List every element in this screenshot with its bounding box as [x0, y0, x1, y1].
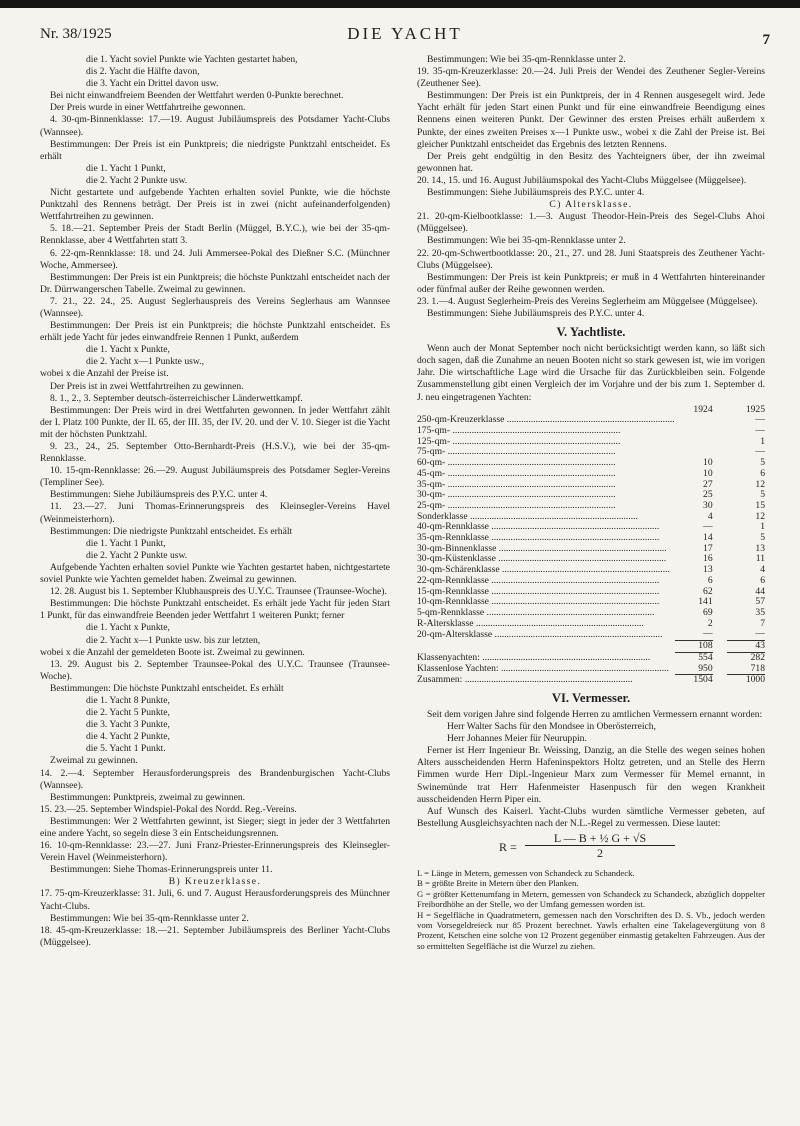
table-row — [417, 426, 765, 437]
text-line: 20. 14., 15. und 16. August Jubiläumspokal des Yacht-Clubs Müggelsee (Müggelsee). — [417, 174, 747, 186]
text-line: 6. 22-qm-Rennklasse: 18. und 24. Juli Ammersee-Pokal des Dießner S.C. (Münchner Woche, Ammersee). — [40, 247, 390, 271]
yacht-class-label: 30-qm-Binnenklasse — [417, 543, 497, 554]
value-1924 — [675, 415, 713, 426]
yacht-class-label: 75-qm- — [417, 447, 446, 458]
yacht-list-table — [417, 405, 765, 686]
text-line: 9. 23., 24., 25. September Otto-Bernhardt-Preis (H.S.V.), wie bei der 35-qm-Rennklasse. — [40, 441, 390, 465]
text-line: 7. 21., 22. 24., 25. August Seglerhauspreis des Vereins Seglerhaus am Wannsee (Wannsee). — [40, 295, 390, 319]
value-1925: 6 — [760, 574, 765, 586]
value-1924: 141 — [698, 596, 713, 608]
yacht-class-label: 30-qm-Schärenklasse — [417, 565, 500, 576]
dot-leader: ...................................................................... — [445, 447, 616, 458]
vermesser-name-2: Herr Johannes Meier für Neuruppin. — [447, 733, 587, 745]
text-line: die 1. Yacht 1 Punkt, — [86, 162, 166, 174]
table-row — [417, 652, 765, 663]
value-1925: 12 — [755, 478, 765, 490]
dot-leader: ...................................................................... — [450, 426, 621, 437]
yacht-class-label: 10-qm-Rennklasse — [417, 597, 489, 608]
table-row — [417, 469, 765, 480]
value-1924: — — [675, 629, 713, 640]
dot-leader: ...................................................................... — [488, 533, 660, 544]
value-1925: — — [755, 414, 765, 426]
text-line: 12. 28. August bis 1. September Klubhauspreis des U.Y.C. Traunsee (Traunsee-Woche). — [50, 586, 387, 598]
value-1924: 17 — [703, 542, 713, 554]
text-line: die 2. Yacht x—1 Punkte usw., — [86, 356, 204, 368]
yacht-class-label: 30-qm-Küstenklasse — [417, 554, 496, 565]
value-1925: 5 — [760, 532, 765, 544]
value-1924: 25 — [703, 489, 713, 501]
text-line: 13. 29. August bis 2. September Traunsee-Pokal des U.Y.C. Traunsee (Traunsee-Woche). — [40, 658, 390, 682]
left-column — [40, 54, 390, 949]
text-line: Der Preis geht endgültig in den Besitz des Yachteigners über, der ihn zweimal gewonnen hat. — [417, 150, 765, 174]
yacht-class-label: R-Altersklasse — [417, 618, 474, 629]
dot-leader: ...................................................................... — [484, 607, 655, 618]
text-line: Bestimmungen: Wie bei 35-qm-Rennklasse unter 2. — [427, 235, 626, 247]
nl-rule-formula — [417, 832, 765, 866]
value-1925: 44 — [755, 585, 765, 597]
value-1925: 15 — [755, 499, 765, 511]
text-line: 15. 23.—25. September Windspiel-Pokal des Nordd. Reg.-Vereins. — [40, 803, 297, 815]
value-1925: 7 — [760, 617, 765, 629]
text-line: 23. 1.—4. August Seglerheim-Preis des Vereins Seglerheim am Müggelsee (Müggelsee). — [417, 295, 758, 307]
text-line: Bestimmungen: Wie bei 35-qm-Rennklasse unter 2. — [427, 54, 626, 65]
value-1925: 718 — [727, 664, 765, 675]
yacht-class-label: 45-qm- — [417, 468, 446, 479]
dot-leader: ...................................................................... — [462, 674, 633, 685]
yacht-class-label: 175-qm- — [417, 426, 451, 437]
table-row — [417, 437, 765, 448]
text-line: Bestimmungen: Die höchste Punktzahl entscheidet. Es erhält — [50, 682, 284, 694]
value-1924: 16 — [703, 553, 713, 565]
text-line: die 1. Yacht 1 Punkt, — [86, 537, 166, 549]
issue-number: Nr. 38/1925 — [40, 26, 112, 42]
text-line: Der Preis ist in zwei Wettfahrtreihen zu gewinnen. — [50, 380, 244, 392]
scan-top-border — [0, 0, 800, 8]
yacht-class-label: 35-qm- — [417, 479, 446, 490]
text-line: 17. 75-qm-Kreuzerklasse: 31. Juli, 6. und 7. August Herausforderungspreis des Münchner Yacht-Clubs. — [40, 888, 390, 912]
value-1925: — — [755, 446, 765, 458]
yacht-class-label: 125-qm- — [417, 436, 451, 447]
text-line: Der Preis wurde in einer Wettfahrtreihe gewonnen. — [50, 102, 246, 114]
text-line: die 2. Yacht 2 Punkte usw. — [86, 174, 188, 186]
dot-leader: ...................................................................... — [498, 663, 669, 674]
yachtliste-intro: Wenn auch der Monat September noch nicht berücksichtigt werden kann, so läßt sich doch sagen, daß die Zunahme an neuen Booten nicht so stark gewesen ist, wie im vorigen Jahr. Die wirtschaftliche Lage wird die Ursache für das Zurückbleiben sein. Folgende Zusammenstellung gibt einen Vergleich der im Vorjahre und der bis zum 1. September d. J. neu eingetragenen Yachten: — [417, 343, 765, 403]
dot-leader: ...................................................................... — [495, 554, 667, 565]
text-line: Bestimmungen: Der Preis ist ein Punktpreis; die höchste Punktzahl entscheidet nach der Dr. Dürrwangerschen Tabelle. Zweimal zu gewinnen. — [40, 271, 390, 295]
dot-leader: ...................................................................... — [445, 468, 616, 479]
value-1924: 62 — [703, 585, 713, 597]
formula-lhs: R = — [499, 839, 517, 854]
text-line: die 1. Yacht x Punkte, — [86, 622, 170, 634]
vermesser-paragraph-1: Seit dem vorigen Jahre sind folgende Herren zu amtlichen Vermessern ernannt worden: — [427, 709, 763, 720]
table-row — [417, 675, 765, 686]
dot-leader: ...................................................................... — [473, 618, 644, 629]
text-line: Bestimmungen: Der Preis ist ein Punktpreis; die niedrigste Punktzahl entscheidet. Es erhält — [40, 138, 390, 162]
yachtliste-heading: V. Yachtliste. — [556, 325, 626, 340]
value-1924: 13 — [703, 564, 713, 576]
text-line: 22. 20-qm-Schwertbootklasse: 20., 21., 27. und 28. Juni Staatspreis des Zeuthener Yacht-Clubs (Müggelsee). — [417, 247, 765, 271]
text-line: wobei x die Anzahl der gemeldeten Boote ist. Zweimal zu gewinnen. — [40, 646, 305, 658]
yacht-class-label: 20-qm-Altersklasse — [417, 629, 493, 640]
value-1925: 11 — [755, 553, 765, 565]
text-line: 5. 18.—21. September Preis der Stadt Berlin (Müggel, B.Y.C.), wie bei der 35-qm-Rennklasse, aber 4 Wettfahrten statt 3. — [40, 223, 390, 247]
value-1924: 554 — [698, 651, 713, 663]
table-row — [417, 576, 765, 587]
text-line: die 1. Yacht soviel Punkte wie Yachten gestartet haben, — [86, 54, 298, 65]
text-line: Bestimmungen: Wie bei 35-qm-Rennklasse unter 2. — [50, 912, 249, 924]
text-line: Bestimmungen: Der Preis wird in drei Wettfahrten gewonnen. In jeder Wettfahrt zählt der I. Platz 100 Punkte, der II. 65, der III. 35, der IV. 20. und der V. 10. Sieger ist die Yacht mit der höchsten Punktzahl. — [40, 404, 390, 440]
value-1924: — — [703, 521, 713, 533]
yacht-class-label: 40-qm-Rennklasse — [417, 522, 489, 533]
vermesser-paragraph-2: Ferner ist Herr Ingenieur Br. Weissing, Danzig, an die Stelle des wegen seines hohen Alters ausscheidenden Herrn Hafeninspektors Holtz getreten, und an Stelle des Herrn Fimmen wurde Herr Dipl.-Ingenieur Marx zum Vermesser für Memel ernannt, in Swinemünde trat Herr Hafenmeister Hasenpusch für den wegen Krankheit ausscheidenden Herrn Piper ein. — [417, 745, 765, 805]
text-line: 19. 35-qm-Kreuzerklasse: 20.—24. Juli Preis der Wendei des Zeuthener Segler-Vereins (Zeuthener See). — [417, 66, 765, 90]
value-1924: 30 — [703, 499, 713, 511]
value-1925: — — [755, 425, 765, 437]
text-line: 8. 1., 2., 3. September deutsch-österreichischer Länderwettkampf. — [50, 392, 303, 404]
text-line: wobei x die Anzahl der Preise ist. — [40, 368, 169, 380]
yacht-class-label: 60-qm- — [417, 458, 446, 469]
yacht-class-label: 30-qm- — [417, 490, 446, 501]
value-1924: 10 — [703, 457, 713, 469]
regatta-prizes-continued — [417, 54, 765, 320]
dot-leader: ...................................................................... — [496, 543, 667, 554]
value-1924: 14 — [703, 532, 713, 544]
yacht-class-label: 22-qm-Rennklasse — [417, 575, 489, 586]
page-number: 7 — [762, 32, 770, 48]
dot-leader: ...................................................................... — [445, 500, 616, 511]
text-line: 10. 15-qm-Rennklasse: 26.—29. August Jubiläumspreis des Potsdamer Segler-Vereins (Templiner See). — [40, 465, 390, 489]
value-1925: 13 — [755, 542, 765, 554]
text-line: Bestimmungen: Wer 2 Wettfahrten gewinnt, ist Sieger; siegt in jeder der 3 Wettfahrten eine andere Yacht, so segeln diese 3 ein Entscheidungsrennen. — [40, 815, 390, 839]
value-1925: 5 — [760, 489, 765, 501]
text-line: die 3. Yacht 3 Punkte, — [86, 719, 170, 731]
yacht-class-label: 35-qm-Rennklasse — [417, 533, 489, 544]
dot-leader: ...................................................................... — [450, 436, 621, 447]
text-line: die 3. Yacht ein Drittel davon usw. — [86, 78, 219, 90]
value-1924: 4 — [707, 510, 713, 522]
text-line: die 1. Yacht 8 Punkte, — [86, 694, 170, 706]
text-line: Bestimmungen: Siehe Jubiläumspreis des P.Y.C. unter 4. — [427, 187, 645, 199]
vermesser-heading: VI. Vermesser. — [551, 690, 631, 705]
text-line: Bestimmungen: Der Preis ist ein Punktpreis, der in 4 Rennen ausgesegelt wird. Jede Yacht erhält für jeden Start einen Punkt und für eine einwandfreie Beendigung eines Rennens einen weiteren Punkt. Der Gewinner des ersten Preises erhält außerdem x Punkte, der eines zweiten Preises x—1 Punkte usw., wobei x die Zahl der Preise ist. Bei gleicher Punktzahl entscheidet das Ergebnis des letzten Rennens. — [417, 90, 765, 150]
value-1924: 69 — [703, 606, 713, 618]
text-line: Bestimmungen: Punktpreis, zweimal zu gewinnen. — [50, 791, 246, 803]
text-line: Bestimmungen: Die höchste Punktzahl entscheidet. Es erhält jede Yacht für jeden Start 1 Punkt, für das einwandfreie Beenden jeder Wettfahrt 1 weiteren Punkt; ferner — [40, 598, 390, 622]
page-header — [40, 24, 770, 48]
yacht-class-label: Zusammen: — [417, 674, 463, 685]
yacht-class-label: 5-qm-Rennklasse — [417, 607, 485, 618]
right-column — [417, 54, 765, 951]
text-line: 18. 45-qm-Kreuzerklasse: 18.—21. September Jubiläumspreis des Berliner Yacht-Clubs (Müggelsee). — [40, 924, 390, 948]
dot-leader: ...................................................................... — [488, 575, 660, 586]
text-line: Bestimmungen: Siehe Jubiläumspreis des P.Y.C. unter 4. — [427, 307, 645, 319]
value-1925: 1 — [760, 521, 765, 533]
text-line: 16. 10-qm-Rennklasse: 23.—27. Juni Franz-Priester-Erinnerungspreis des Kleinsegler-Verein Havel (Weinmeisterhorn). — [40, 840, 390, 864]
dot-leader: ...................................................................... — [488, 597, 660, 608]
dot-leader: ...................................................................... — [499, 565, 670, 576]
yacht-class-label: 250-qm-Kreuzerklasse — [417, 415, 505, 426]
text-line: 21. 20-qm-Kielbootklasse: 1.—3. August Theodor-Hein-Preis des Segel-Clubs Ahoi (Müggelsee). — [417, 211, 765, 235]
table-header-row — [417, 405, 765, 416]
text-line: Bestimmungen: Die niedrigste Punktzahl entscheidet. Es erhält — [50, 525, 293, 537]
text-line: Bestimmungen: Siehe Jubiläumspreis des P.Y.C. unter 4. — [50, 489, 268, 501]
text-line: die 4. Yacht 2 Punkte, — [86, 731, 170, 743]
yacht-class-label: Klassenlose Yachten: — [417, 663, 499, 674]
value-1925: 35 — [755, 606, 765, 618]
definition-b: B = größte Breite in Metern über den Planken. — [417, 878, 579, 889]
definition-h: H = Segelfläche in Quadratmetern, gemessen nach den Vorschriften des D. S. Vb., jedoch werden vom Vorsegeldreieck nur 85 Prozent berechnet. Yawls erhalten eine Takelagevergütung von 8 Prozent, Ketschen eine solche von 12 Prozent gegenüber einmastig getakelten Fahrzeugen. Aus der so ermittelten Segelfläche ist die Wurzel zu ziehen. — [417, 909, 765, 951]
value-1925: 12 — [755, 510, 765, 522]
text-line: 4. 30-qm-Binnenklasse: 17.—19. August Jubiläumspreis des Potsdamer Yacht-Clubs (Wannsee). — [40, 114, 390, 138]
value-1925: 43 — [727, 641, 765, 653]
dot-leader: ...................................................................... — [492, 629, 663, 640]
dot-leader: ...................................................................... — [445, 458, 616, 469]
dot-leader: ...................................................................... — [479, 652, 651, 663]
value-1925: 1 — [760, 435, 765, 447]
definition-l: L = Länge in Metern, gemessen von Schandeck zu Schandeck. — [417, 867, 635, 878]
value-1925: 6 — [760, 467, 765, 479]
vermesser-paragraph-3: Auf Wunsch des Kaiserl. Yacht-Clubs wurden sämtliche Vermesser gebeten, auf Bestellung Ausgleichsyachten nach der N.L.-Regel zu vermessen. Diese lautet: — [417, 805, 765, 829]
value-1924: 10 — [703, 467, 713, 479]
table-row — [417, 641, 765, 653]
value-1924: 27 — [703, 478, 713, 490]
text-line: Aufgebende Yachten erhalten soviel Punkte wie Yachten gestartet haben, nichtgestartete soviel Punkte wie Yachten gemeldet haben. Zweimal zu gewinnen. — [40, 561, 390, 586]
text-line: Zweimal zu gewinnen. — [50, 755, 138, 767]
formula-fraction — [525, 832, 675, 859]
vermesser-name-1: Herr Walter Sachs für den Mondsee in Oberösterreich, — [447, 721, 656, 733]
table-row — [417, 415, 765, 426]
dot-leader: ...................................................................... — [488, 522, 660, 533]
value-1924: 2 — [707, 617, 713, 629]
value-1925: 5 — [760, 457, 765, 469]
value-1925: 282 — [750, 651, 765, 663]
value-1925: 4 — [760, 564, 765, 576]
text-line: die 2. Yacht 2 Punkte usw. — [86, 549, 188, 561]
dot-leader: ...................................................................... — [488, 586, 660, 597]
text-line: Bestimmungen: Der Preis ist kein Punktpreis; er muß in 4 Wettfahrten hintereinander oder fünfmal außer der Reihe gewonnen werden. — [417, 271, 765, 295]
text-line: die 2. Yacht 5 Punkte, — [86, 707, 170, 719]
text-line: Nicht gestartete und aufgebende Yachten erhalten soviel Punkte, wie die höchste Punktzahl des Rennens beträgt. Der Preis ist in zwei (nicht aufeinanderfolgenden) Wettfahrtreihen zu gewinnen. — [40, 187, 390, 223]
column-1925: 1925 — [745, 403, 765, 415]
table-row — [417, 629, 765, 640]
magazine-title: DIE YACHT — [347, 24, 463, 43]
text-line: C) Altersklasse. — [549, 199, 633, 211]
value-1924: 1504 — [693, 674, 713, 686]
value-1925: 1000 — [745, 674, 765, 686]
value-1924 — [675, 437, 713, 448]
column-1924: 1924 — [693, 403, 713, 415]
text-line: die 2. Yacht x—1 Punkte usw. bis zur letzten, — [86, 634, 261, 646]
value-1924: 6 — [707, 574, 713, 586]
text-line: B) Kreuzerklasse. — [168, 876, 262, 888]
value-1924 — [675, 426, 713, 437]
formula-numerator: L — B + ½ G + √S — [525, 832, 675, 846]
value-1925: — — [727, 629, 765, 640]
dot-leader: ...................................................................... — [504, 415, 675, 426]
text-line: 14. 2.—4. September Herausforderungspreis des Brandenburgischen Yacht-Clubs (Wannsee). — [40, 767, 390, 791]
yacht-class-label: Sonderklasse — [417, 511, 468, 522]
value-1924: 950 — [675, 664, 713, 675]
definition-g: G = größter Kettenumfang in Metern, gemessen von Schandeck zu Schandeck, abzüglich doppelter Freibordhöhe an der Stelle, wo der Umfang gemessen worden ist. — [417, 888, 765, 910]
text-line: dis 2. Yacht die Hälfte davon, — [86, 66, 200, 78]
text-line: Bei nicht einwandfreiem Beenden der Wettfahrt werden 0-Punkte berechnet. — [50, 90, 344, 102]
value-1924: 108 — [675, 641, 713, 653]
text-line: die 5. Yacht 1 Punkt. — [86, 743, 166, 755]
value-1925: 57 — [755, 596, 765, 608]
yacht-class-label: 25-qm- — [417, 500, 446, 511]
text-line: die 1. Yacht x Punkte, — [86, 344, 170, 356]
yacht-class-label: 15-qm-Rennklasse — [417, 586, 489, 597]
dot-leader: ...................................................................... — [445, 490, 616, 501]
yacht-class-label: Klassenyachten: — [417, 652, 480, 663]
dot-leader: ...................................................................... — [445, 479, 616, 490]
text-line: Bestimmungen: Siehe Thomas-Erinnerungspreis unter 11. — [50, 864, 273, 876]
text-line: Bestimmungen: Der Preis ist ein Punktpreis; die höchste Punktzahl entscheidet. Es erhält jede Yacht für jedes einwandfreie Rennen 1 Punkt, außerdem — [40, 320, 390, 344]
text-line: 11. 23.—27. Juni Thomas-Erinnerungspreis des Kleinsegler-Vereins Havel (Weinmeisterhorn). — [40, 501, 390, 525]
formula-denominator: 2 — [597, 846, 603, 861]
table-row — [417, 664, 765, 675]
dot-leader: ...................................................................... — [467, 511, 638, 522]
